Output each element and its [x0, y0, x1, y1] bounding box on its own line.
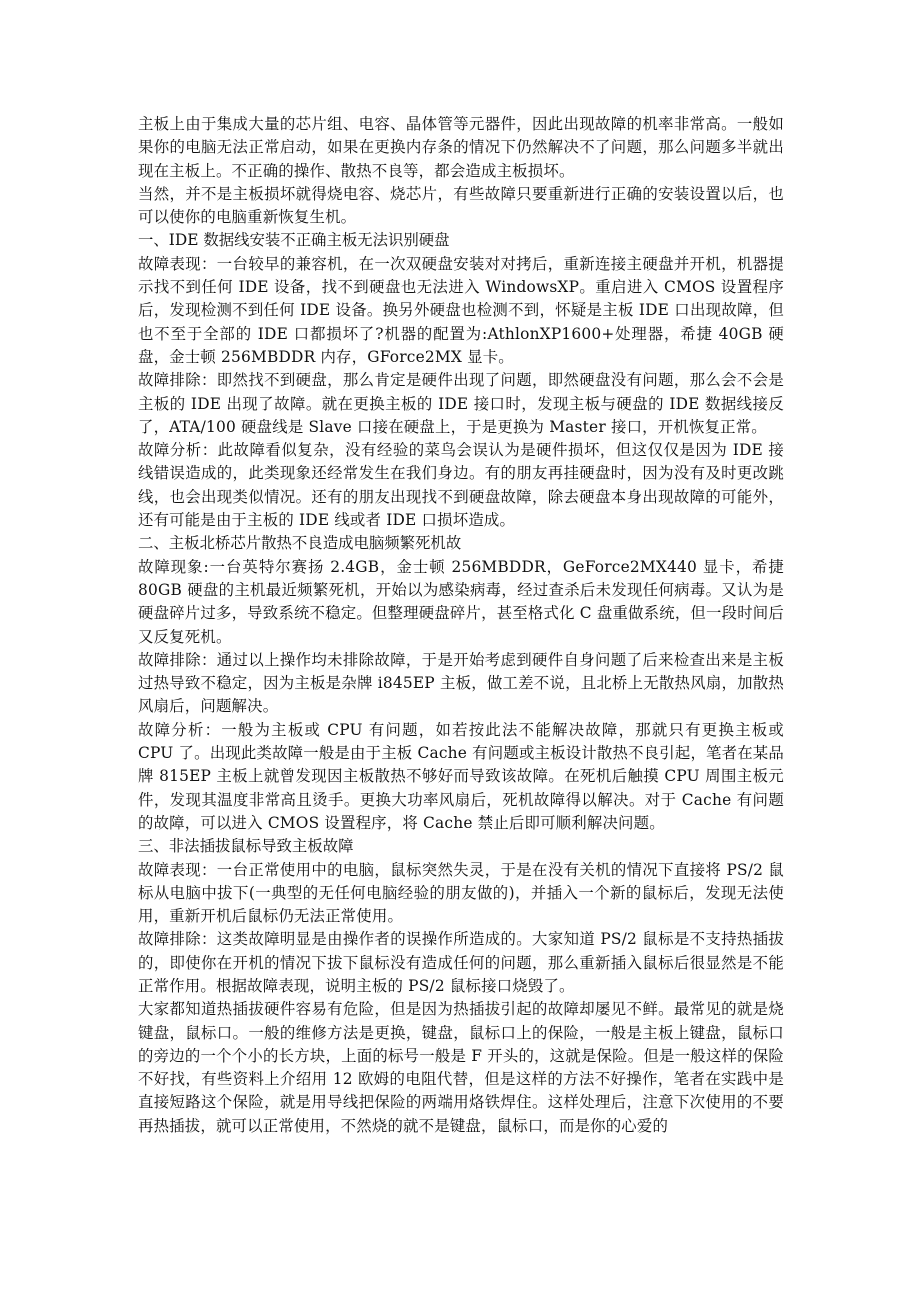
section-3-fix: 故障排除：这类故障明显是由操作者的误操作所造成的。大家知道 PS/2 鼠标是不支持热插拔的，即使你在开机的情况下拔下鼠标没有造成任何的问题，那么重新插入鼠标后很显然是不能正常作用。根据故障表现，说明主板的 PS/2 鼠标接口烧毁了。 [138, 930, 784, 995]
section-3-symptom: 故障表现：一台正常使用中的电脑，鼠标突然失灵，于是在没有关机的情况下直接将 PS/2 鼠标从电脑中拔下(一典型的无任何电脑经验的朋友做的)，并插入一个新的鼠标后，发现无法使用，重新开机后鼠标仍无法正常使用。 [138, 860, 784, 926]
section-heading-2: 二、主板北桥芯片散热不良造成电脑频繁死机故 [138, 534, 462, 553]
section-1-analysis: 故障分析：此故障看似复杂，没有经验的菜鸟会误认为是硬件损坏，但这仅仅是因为 IDE 接线错误造成的，此类现象还经常发生在我们身边。有的朋友再挂硬盘时，因为没有及时更改跳线，也会出现类似情况。还有的朋友出现找不到硬盘故障，除去硬盘本身出现故障的可能外，还有可能是由于主板的 IDE 线或者 IDE 口损坏造成。 [138, 441, 784, 530]
section-1-fix: 故障排除：即然找不到硬盘，那么肯定是硬件出现了问题，即然硬盘没有问题，那么会不会是主板的 IDE 出现了故障。就在更换主板的 IDE 接口时，发现主板与硬盘的 IDE 数据线接反了，ATA/100 硬盘线是 Slave 口接在硬盘上，于是更换为 Master 接口，开机恢复正常。 [138, 371, 784, 436]
section-heading-3: 三、非法插拔鼠标导致主板故障 [138, 837, 354, 856]
section-3-notes: 大家都知道热插拔硬件容易有危险，但是因为热插拔引起的故障却屡见不鲜。最常见的就是烧键盘，鼠标口。一般的维修方法是更换，键盘，鼠标口上的保险，一般是主板上键盘，鼠标口的旁边的一个个小的长方块，上面的标号一般是 F 开头的，这就是保险。但是一般这样的保险不好找，有些资料上介绍用 12 欧姆的电阻代替，但是这样的方法不好操作，笔者在实践中是直接短路这个保险，就是用导线把保险的两端用烙铁焊住。这样处理后，注意下次使用的不要再热插拔，就可以正常使用，不然烧的就不是键盘，鼠标口，而是你的心爱的 [138, 1000, 784, 1135]
intro-paragraph: 主板上由于集成大量的芯片组、电容、晶体管等元器件，因此出现故障的机率非常高。一般如果你的电脑无法正常启动，如果在更换内存条的情况下仍然解决不了问题，那么问题多半就出现在主板上。不正确的操作、散热不良等，都会造成主板损坏。 [138, 115, 784, 180]
section-2-fix: 故障排除：通过以上操作均未排除故障，于是开始考虑到硬件自身问题了后来检查出来是主板过热导致不稳定，因为主板是杂牌 i845EP 主板，做工差不说，且北桥上无散热风扇，加散热风扇后，问题解决。 [138, 650, 784, 716]
section-2-symptom: 故障现象:一台英特尔赛扬 2.4GB，金士顿 256MBDDR，GeForce2MX440 显卡，希捷 80GB 硬盘的主机最近频繁死机，开始以为感染病毒，经过查杀后未发现任何病毒。又认为是硬盘碎片过多，导致系统不稳定。但整理硬盘碎片，甚至格式化 C 盘重做系统，但一段时间后又反复死机。 [138, 557, 784, 646]
document-body [138, 113, 784, 1138]
section-2-analysis: 故障分析：一般为主板或 CPU 有问题，如若按此法不能解决故障，那就只有更换主板或 CPU 了。出现此类故障一般是由于主板 Cache 有问题或主板设计散热不良引起，笔者在某品牌 815EP 主板上就曾发现因主板散热不够好而导致该故障。在死机后触摸 CPU 周围主板元件，发现其温度非常高且烫手。更换大功率风扇后，死机故障得以解决。对于 Cache 有问题的故障，可以进入 CMOS 设置程序，将 Cache 禁止后即可顺利解决问题。 [138, 720, 784, 832]
intro-paragraph-2: 当然，并不是主板损坏就得烧电容、烧芯片，有些故障只要重新进行正确的安装设置以后，也可以使你的电脑重新恢复生机。 [138, 184, 784, 227]
section-heading-1: 一、IDE 数据线安装不正确主板无法识别硬盘 [138, 231, 450, 250]
section-1-symptom: 故障表现：一台较早的兼容机，在一次双硬盘安装对对拷后，重新连接主硬盘并开机，机器提示找不到任何 IDE 设备，找不到硬盘也无法进入 WindowsXP。重启进入 CMOS 设置程序后，发现检测不到任何 IDE 设备。换另外硬盘也检测不到，怀疑是主板 IDE 口出现故障，但也不至于全部的 IDE 口都损坏了?机器的配置为:AthlonXP1600+处理器，希捷 40GB 硬盘，金士顿 256MBDDR 内存，GForce2MX 显卡。 [138, 254, 784, 366]
